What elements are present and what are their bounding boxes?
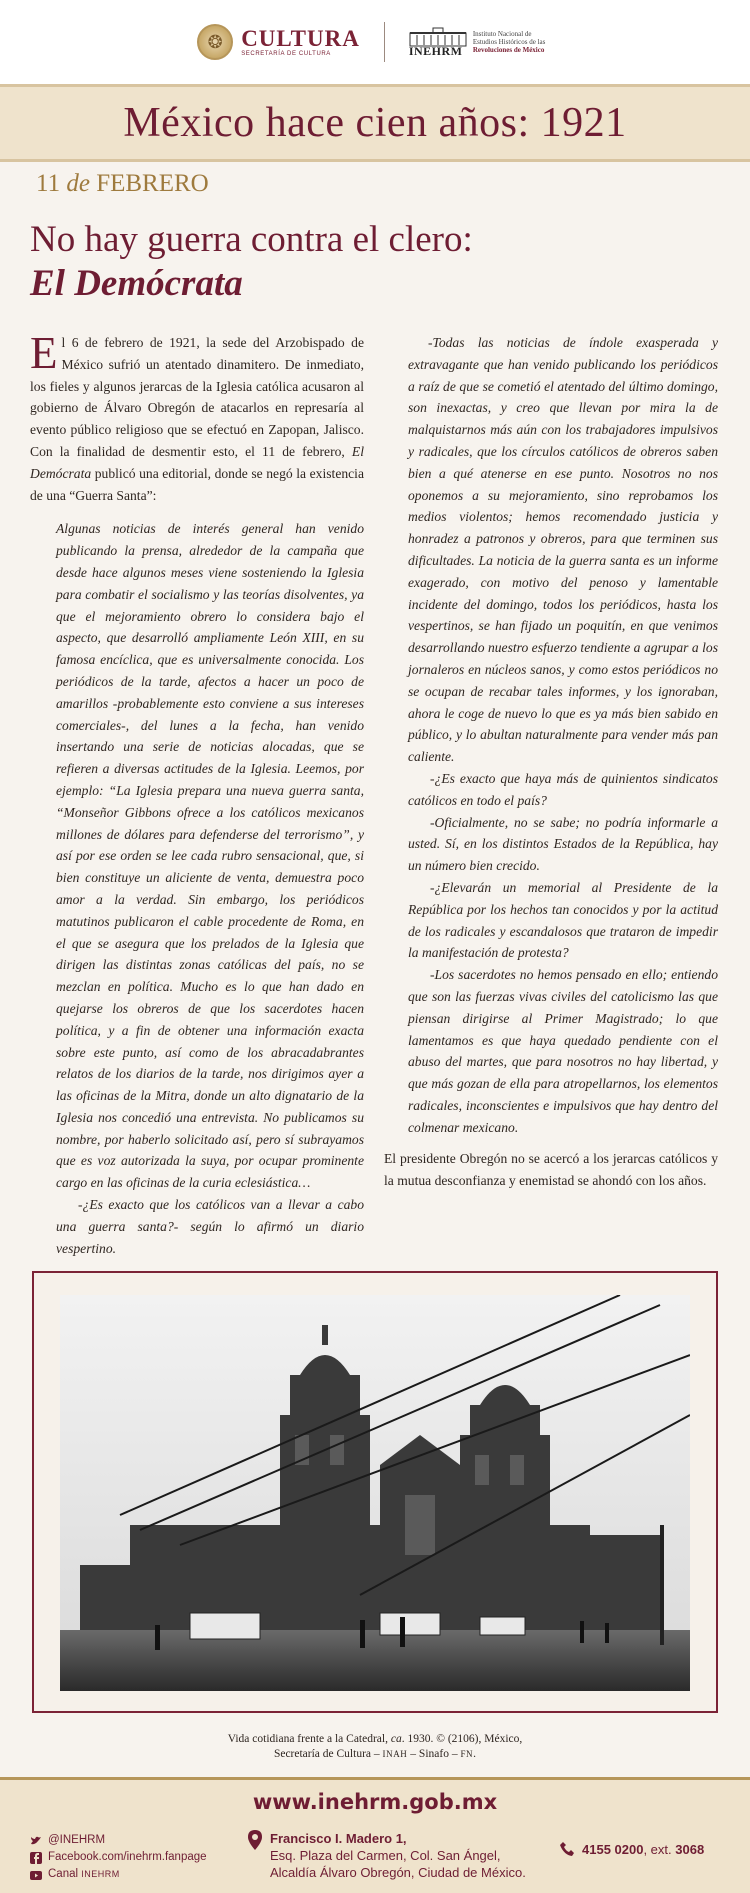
closing-paragraph: El presidente Obregón no se acercó a los jerarcas católicos y la mutua desconfianza y enemistad se ahondó con los años. bbox=[384, 1151, 718, 1189]
interview-text bbox=[384, 332, 718, 1138]
youtube-icon bbox=[30, 1869, 42, 1881]
drop-cap: E bbox=[30, 328, 58, 378]
address-line-2: Esq. Plaza del Carmen, Col. San Ángel, bbox=[270, 1848, 501, 1863]
twitter-icon bbox=[30, 1835, 42, 1847]
twitter-link[interactable]: @INEHRM bbox=[30, 1832, 207, 1849]
quote-question: -¿Es exacto que los católicos van a llevar a cabo una guerra santa?- según lo afirmó un diario vespertino. bbox=[56, 1197, 364, 1256]
inehrm-logo bbox=[409, 27, 553, 57]
headline-line1: No hay guerra contra el clero: bbox=[30, 219, 473, 260]
cultura-logo-subtitle: SECRETARÍA DE CULTURA bbox=[241, 51, 331, 57]
interview-question-2: -¿Es exacto que haya más de quinientos sindicatos católicos en todo el país? bbox=[408, 770, 718, 808]
date-de: de bbox=[66, 170, 90, 197]
photo-frame bbox=[32, 1271, 718, 1713]
address-block bbox=[248, 1830, 526, 1881]
date-line bbox=[36, 170, 209, 198]
date-month: FEBRERO bbox=[96, 170, 209, 197]
interview-answer-2: -Oficialmente, no se sabe; no podría informarle a usted. Sí, en los distintos Estados de la República, hay un número bien crecido. bbox=[408, 814, 718, 874]
inehrm-description: Instituto Nacional de Estudios Históricos de las Revoluciones de México bbox=[472, 30, 546, 54]
headline-line2: El Demócrata bbox=[30, 263, 243, 304]
banner-title: México hace cien años: 1921 bbox=[123, 100, 627, 146]
logo-bar bbox=[0, 0, 750, 84]
inehrm-logo-text: INEHRM bbox=[408, 44, 463, 58]
seal-icon: ❂ bbox=[197, 24, 233, 60]
headline bbox=[30, 218, 720, 306]
facebook-link[interactable]: Facebook.com/inehrm.fanpage bbox=[30, 1849, 207, 1866]
cultura-logo bbox=[197, 24, 360, 60]
article-left-column bbox=[30, 328, 364, 1259]
footer bbox=[0, 1777, 750, 1893]
address-line-1: Francisco I. Madero 1, bbox=[270, 1831, 407, 1846]
facebook-icon bbox=[30, 1852, 42, 1864]
article-right-column bbox=[384, 332, 718, 1192]
quote-paragraph: Algunas noticias de interés general han venido publicando la prensa, alrededor de la campaña que desde hace algunos meses viene sosteniendo la Iglesia para combatir el socialismo y las teorías disolventes, ya que el mejoramiento obrero lo considera bajo el aspecto, que desarrolló ampliamente León XIII, en su famosa encíclica, que es universalmente conocida. Los periódicos de la tarde, afectos a hacer un poco de amarillos -probablemente esto conviene a sus intereses comerciales-, del lunes a la fecha, han venido insertando una serie de noticias alocadas, que se refieren a diversas actitudes de la Iglesia. Leemos, por ejemplo: “La Iglesia prepara una nueva guerra santa, “Monseñor Gibbons ofrece a los católicos mexicanos millones de dólares para defenderse del terrorismo”, y así por ese orden se lee cada rubro sensacional, que, si bien constituye un aliciente de venta, demuestra poco amor a la verdad. Sin embargo, los periódicos matutinos publicaron el cable procedente de Roma, en el que se asegura que los prelados de la Iglesia que dirigen las distintas zonas católicas del país, no se mezclan en política. Mucho es lo que han dado en quejarse los obreros de que los sacerdotes hacen política, y a fin de obtener una información exacta sobre este punto, así como de los abracadabrantes relatos de los diarios de la tarde, nos dirigimos ayer a las oficinas de la Mitra, donde un alto dignatario de la Iglesia nos concedió una entrevista. No publicamos su nombre, por haberlo solicitado así, pero sí subrayamos que es voz autorizada la suya, por ocupar prominente cargo en las oficinas de la curia eclesiástica… bbox=[56, 521, 364, 1191]
cathedral-photo bbox=[60, 1295, 690, 1691]
title-banner bbox=[0, 84, 750, 162]
date-day: 11 bbox=[36, 170, 61, 197]
phone-icon bbox=[560, 1841, 574, 1857]
cultura-logo-text: CULTURA bbox=[241, 26, 360, 51]
editorial-quote bbox=[30, 518, 364, 1259]
map-pin-icon bbox=[248, 1830, 262, 1850]
address-line-3: Alcaldía Álvaro Obregón, Ciudad de México. bbox=[270, 1865, 526, 1880]
interview-answer-3: -Los sacerdotes no hemos pensado en ello; entiendo que son las fuerzas vivas civiles del catolicismo las que piensan dirigirse al Primer Magistrado; lo que lamentamos es que haya quedado pendiente con el abuso del martes, que para nosotros no hay libertad, y que más gozan de ella para atropellarnos, los elementos radicales, inconscientes e impulsivos que hay dentro del colmenar mexicano. bbox=[408, 967, 718, 1135]
interview-answer-1: -Todas las noticias de índole exasperada y extravagante que han venido publicando los periódicos a raíz de que se cometió el atentado del último domingo, son inexactas, y creo que llevan por mira la de malquistarnos más aún con los trabajadores impulsivos y radicales, que los círculos católicos de obreros saben bien a qué atenerse en ese punto. Nosotros no nos oponemos a su mejoramiento, sino reprobamos los medios violentos; hemos recomendado justicia y honradez a patronos y obreros, para que terminen sus dificultades. La noticia de la guerra santa es un informe exagerado, con motivo del penoso y lamentable incidente del domingo, todos los periódicos, hasta los vespertinos, se han fijado un poquitín, en que venimos desarrollando nuestro esfuerzo tendiente a agrupar a los jornaleros en núcleos sanos, y como estos periódicos no se ocupan de recabar tales informes, y los ignoraban, ahora le coge de nuevo lo que es ya más bien sabido en público, y lo abultan naturalmente para vender más pan caliente. bbox=[408, 335, 718, 765]
youtube-link[interactable]: Canal INEHRM bbox=[30, 1866, 207, 1883]
photo-caption: Vida cotidiana frente a la Catedral, ca. 1930. © (2106), México, Secretaría de Cultura – INAH – Sinafo – FN. bbox=[227, 1733, 523, 1760]
inehrm-building-icon bbox=[409, 27, 467, 57]
website-link[interactable]: www.inehrm.gob.mx bbox=[252, 1790, 498, 1814]
interview-question-3: -¿Elevarán un memorial al Presidente de la República por los hechos tan conocidos y por la actitud de los radicales y escandalosos que trataron de impedir la manifestación de protesta? bbox=[408, 879, 718, 961]
intro-paragraph: El 6 de febrero de 1921, la sede del Arzobispado de México sufrió un atentado dinamitero. De inmediato, los fieles y algunos jerarcas de la Iglesia católica acusaron al gobierno de Álvaro Obregón de atacarlos en represaría al evento público religioso que se efectuó en Zapopan, Jalisco. Con la finalidad de desmentir esto, el 11 de febrero, El Demócrata publicó una editorial, donde se negó la existencia de una “Guerra Santa”: bbox=[30, 328, 364, 503]
social-links bbox=[30, 1832, 207, 1883]
logo-divider bbox=[384, 22, 385, 62]
phone-block[interactable]: 4155 0200, ext. 3068 bbox=[560, 1841, 704, 1857]
